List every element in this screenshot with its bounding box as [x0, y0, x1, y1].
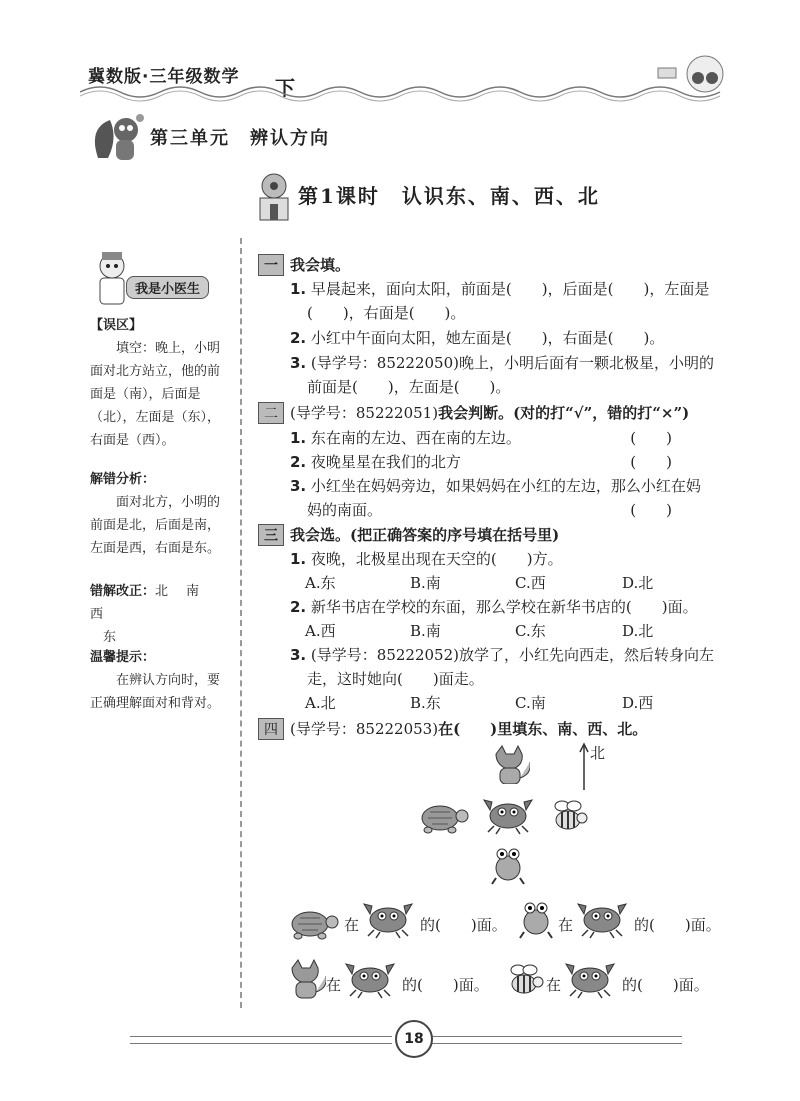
section-3-header	[258, 524, 559, 546]
answer-paren[interactable]: ( )	[630, 429, 672, 447]
tip-title: 温馨提示：	[90, 650, 156, 665]
section-title: 我会填。	[290, 256, 351, 274]
section-number: 三	[258, 524, 284, 546]
option[interactable]: C.东	[515, 622, 546, 640]
fill-word-at: 在	[546, 976, 562, 994]
option[interactable]: B.东	[410, 694, 441, 712]
error-area-title: 【误区】	[90, 318, 143, 333]
option[interactable]: D.西	[622, 694, 654, 712]
question: 3. 小红坐在妈妈旁边，如果妈妈在小红的左边，那么小红在妈	[290, 477, 701, 495]
option[interactable]: A.西	[305, 622, 336, 640]
question: 2. 新华书店在学校的东面，那么学校在新华书店的( )面。	[290, 598, 698, 616]
fox-icon	[286, 958, 326, 1002]
crab-icon	[482, 792, 534, 838]
crab-icon	[362, 896, 418, 942]
footer-line-left	[130, 1036, 392, 1044]
section-prefix: (导学号：85222053)	[290, 720, 439, 738]
doctor-badge: 我是小医生	[126, 276, 209, 299]
question: 3. (导学号：85222050)晚上，小明后面有一颗北极星，小明的	[290, 354, 714, 372]
correction-value: 北	[155, 584, 187, 599]
question: 3. (导学号：85222052)放学了，小红先向西走，然后转身向左	[290, 646, 714, 664]
tip-block	[90, 646, 230, 715]
option[interactable]: B.南	[410, 622, 441, 640]
section-prefix: (导学号：85222051)	[290, 404, 439, 422]
column-divider	[240, 238, 242, 1008]
analysis-title: 解错分析：	[90, 472, 156, 487]
option[interactable]: C.西	[515, 574, 546, 592]
answer-paren[interactable]: ( )	[630, 501, 672, 519]
bee-icon	[502, 960, 548, 1000]
question-cont: 走，这时她向( )面走。	[307, 670, 484, 688]
section-number: 四	[258, 718, 284, 740]
crab-icon	[576, 896, 632, 942]
option[interactable]: D.北	[622, 574, 654, 592]
question: 1. 夜晚，北极星出现在天空的( )方。	[290, 550, 563, 568]
correction-value: 南	[186, 584, 218, 599]
fill-word-at: 在	[326, 976, 342, 994]
section-number: 一	[258, 254, 284, 276]
section-2-header	[258, 402, 689, 424]
fill-blank[interactable]: 的( )面。	[622, 976, 709, 994]
question-cont: ( )，右面是( )。	[307, 304, 466, 322]
analysis-block	[90, 468, 230, 560]
footer-line-right	[432, 1036, 682, 1044]
crab-icon	[564, 956, 620, 1002]
question-cont: 前面是( )，左面是( )。	[307, 378, 511, 396]
question: 2. 小红中午面向太阳，她左面是( )，右面是( )。	[290, 329, 665, 347]
unit-title: 第三单元 辨认方向	[150, 128, 330, 149]
analysis-text: 面对北方，小明的前面是北，后面是南，左面是西，右面是东。	[90, 495, 221, 556]
correction-label: 错解改正：	[90, 584, 156, 599]
section-4-header	[258, 718, 647, 740]
option[interactable]: A.东	[305, 574, 336, 592]
section-title: 在( )里填东、南、西、北。	[438, 720, 648, 738]
question: 1. 早晨起来，面向太阳，前面是( )，后面是( )，左面是	[290, 280, 710, 298]
section-title: 我会判断。(对的打“√”，错的打“×”)	[438, 404, 690, 422]
fox-icon	[490, 744, 530, 784]
turtle-icon	[286, 904, 342, 944]
question: 2. 夜晚星星在我们的北方 ( )	[290, 453, 672, 471]
option[interactable]: B.南	[410, 574, 441, 592]
tip-text: 在辨认方向时，要正确理解面对和背对。	[90, 673, 221, 711]
kids-decoration-icon	[650, 52, 730, 96]
correction-block	[90, 580, 230, 649]
page-number: 18	[395, 1020, 433, 1058]
fill-word-at: 在	[558, 916, 574, 934]
section-number: 二	[258, 402, 284, 424]
sidebar-notes	[90, 314, 230, 452]
fill-blank[interactable]: 的( )面。	[634, 916, 721, 934]
north-label: 北	[590, 744, 606, 762]
fill-blank[interactable]: 的( )面。	[420, 916, 507, 934]
header-wave	[80, 82, 740, 102]
squirrel-icon	[88, 108, 148, 166]
frog-icon	[518, 896, 556, 942]
option[interactable]: D.北	[622, 622, 654, 640]
correction-value: 东	[103, 630, 117, 645]
volume-label: 下	[275, 76, 295, 100]
error-area-text: 填空：晚上，小明面对北方站立，他的前面是（南），后面是（北），左面是（东），右面是（西）。	[90, 341, 221, 448]
fill-blank[interactable]: 的( )面。	[402, 976, 489, 994]
turtle-icon	[416, 798, 472, 838]
frog-icon	[490, 842, 528, 888]
bee-icon	[546, 796, 592, 836]
question-cont: 妈的南面。 ( )	[307, 501, 672, 519]
book-header: 冀数版·三年级数学	[88, 67, 240, 87]
bell-tower-icon	[256, 168, 292, 222]
lesson-title: 第1课时 认识东、南、西、北	[298, 184, 600, 208]
correction-value: 西	[90, 607, 104, 622]
question: 1. 东在南的左边、西在南的左边。 ( )	[290, 429, 672, 447]
option[interactable]: C.南	[515, 694, 546, 712]
fill-word-at: 在	[344, 916, 360, 934]
doctor-icon	[92, 250, 132, 306]
north-arrow-icon	[578, 742, 590, 792]
section-title: 我会选。(把正确答案的序号填在括号里)	[290, 526, 560, 544]
crab-icon	[344, 956, 400, 1002]
section-1-header	[258, 254, 350, 276]
answer-paren[interactable]: ( )	[630, 453, 672, 471]
option[interactable]: A.北	[305, 694, 336, 712]
